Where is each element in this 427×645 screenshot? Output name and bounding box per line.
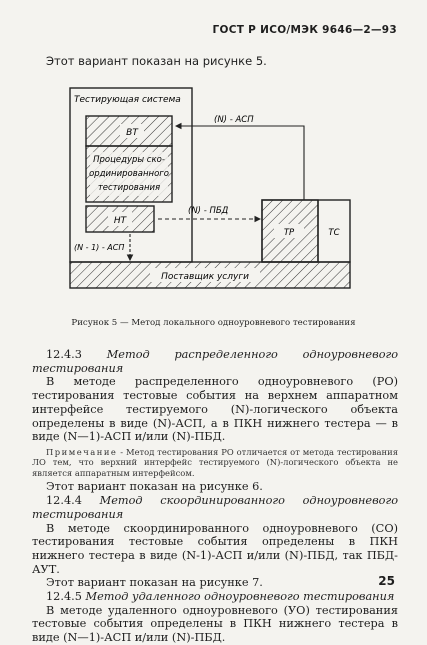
upper-tester-label: ВТ — [126, 128, 138, 138]
document-header: ГОСТ Р ИСО/МЭК 9646—2—93 — [212, 24, 397, 36]
note-label: Примечание — [46, 446, 118, 457]
pbd-label: (N) - ПБД — [188, 206, 229, 216]
asp-left-label: (N - 1) - АСП — [74, 243, 125, 252]
section-12-4-3-text: В методе распределенного одноуровневого (РО) тестирования тестовые события на верхнем аппаратном интерфейсе тестируемого (N)-логического объекта определены в виде (N)-АСП, а в ПКН нижнего тестера — в виде (N—1)-АСП и/или (N)-ПБД. — [32, 375, 398, 444]
figure-7-reference: Этот вариант показан на рисунке 7. — [46, 576, 263, 590]
figure-caption: Рисунок 5 — Метод локального одноуровневого тестирования — [71, 318, 356, 328]
section-12-4-5-heading — [32, 590, 398, 604]
figure-5-diagram — [64, 82, 356, 292]
section-12-4-4-text: В методе скоординированного одноуровневого (СО) тестирования тестовые события определены в ПКН нижнего тестера в виде (N-1)-АСП и/или (N)-ПБД, так ПБД-АУТ. — [32, 521, 398, 576]
tc-label: ТС — [328, 228, 340, 238]
section-number: 12.4.5 — [46, 590, 82, 604]
test-system-label: Тестирующая система — [74, 95, 181, 105]
section-number: 12.4.4 — [46, 494, 82, 508]
section-title: Метод скоординированного одноуровневого тестирования — [32, 494, 398, 521]
section-12-4-5-text: В методе удаленного одноуровневого (УО) тестирования тестовые события определены в ПКН нижнего тестера в виде (N—1)-АСП и/или (N)-ПБД. — [32, 603, 398, 645]
note-text: - Метод тестирования РО отличается от метода тестирования ЛО тем, что верхний интерфейс тестируемого (N)-логического объекта не является аппаратным интерфейсом. — [32, 446, 398, 478]
service-provider-label: Поставщик услуги — [161, 272, 249, 282]
section-12-4-4-heading — [32, 494, 398, 521]
coordination-line-1: Процедуры ско- — [93, 155, 165, 165]
note-paragraph — [32, 447, 398, 479]
lower-tester-label: НТ — [113, 216, 127, 226]
section-number: 12.4.3 — [46, 348, 82, 361]
coordination-line-2: ординированного — [89, 169, 169, 179]
section-title: Метод удаленного одноуровневого тестирования — [85, 590, 395, 604]
section-title: Метод распределенного одноуровневого тестирования — [32, 348, 399, 375]
figure-6-reference: Этот вариант показан на рисунке 6. — [46, 480, 263, 494]
iut-label: ТР — [283, 228, 295, 238]
asp-top-label: (N) - АСП — [214, 115, 254, 125]
page-number: 25 — [378, 574, 395, 588]
coordination-line-3: тестирования — [97, 183, 161, 193]
document-body — [32, 348, 398, 645]
section-12-4-3-heading — [32, 348, 398, 375]
intro-text: Этот вариант показан на рисунке 5. — [46, 54, 267, 68]
asp-arrow — [262, 126, 304, 200]
